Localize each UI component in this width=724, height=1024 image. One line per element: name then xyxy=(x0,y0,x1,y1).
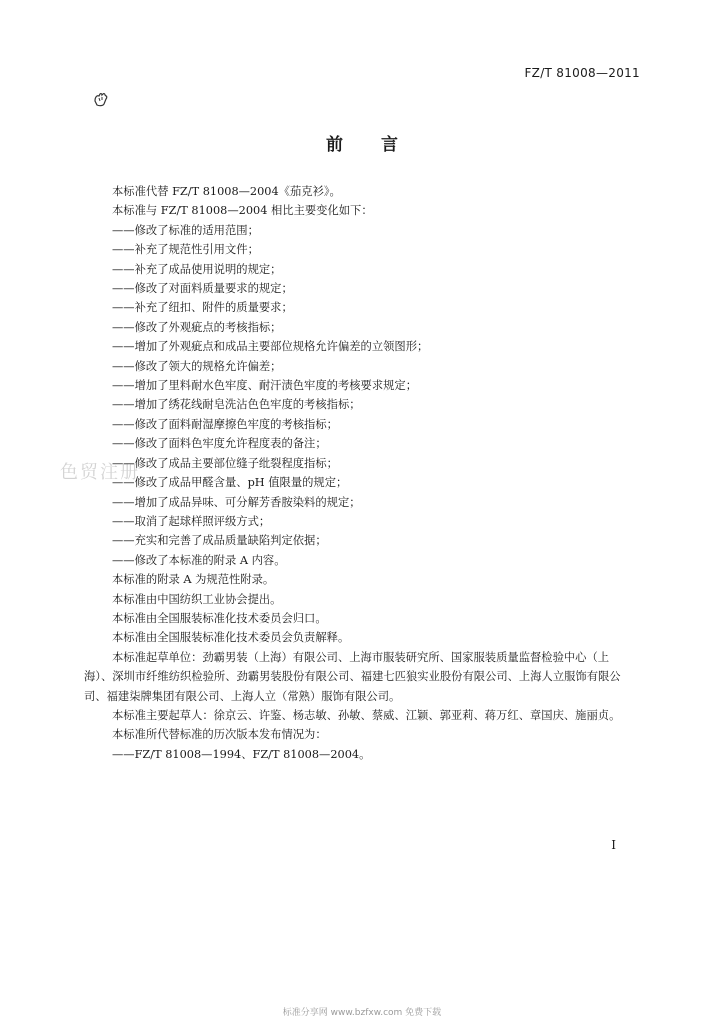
watermark: 色贸注册 xyxy=(60,462,140,483)
list-item: ——修改了面料色牢度允许程度表的备注； xyxy=(112,437,327,451)
list-item: ——修改了本标准的附录 A 内容。 xyxy=(112,553,286,567)
list-item: ——充实和完善了成品质量缺陷判定依据； xyxy=(112,534,327,548)
list-item: ——修改了领大的规格允许偏差； xyxy=(112,359,282,373)
list-item: ——补充了成品使用说明的规定； xyxy=(112,262,282,276)
paragraph: 本标准由全国服装标准化技术委员会归口。 xyxy=(112,611,327,625)
paragraph: 本标准由中国纺织工业协会提出。 xyxy=(112,592,282,606)
list-item: ——增加了里料耐水色牢度、耐汗渍色牢度的考核要求规定； xyxy=(112,379,418,393)
paragraph: 本标准所代替标准的历次版本发布情况为： xyxy=(112,728,327,742)
list-item: ——取消了起球样照评级方式； xyxy=(112,514,271,528)
paragraph: 本标准的附录 A 为规范性附录。 xyxy=(112,573,275,587)
list-item: ——FZ/T 81008—1994、FZ/T 81008—2004。 xyxy=(112,747,371,761)
list-item: ——补充了规范性引用文件； xyxy=(112,243,259,257)
hand-mark-icon xyxy=(92,92,110,108)
list-item: ——修改了外观疵点的考核指标； xyxy=(112,320,282,334)
list-item: ——补充了纽扣、附件的质量要求； xyxy=(112,301,293,315)
list-item: ——修改了对面料质量要求的规定； xyxy=(112,282,293,296)
paragraph: 本标准与 FZ/T 81008—2004 相比主要变化如下： xyxy=(112,204,373,218)
footer-source: 标准分享网 www.bzfxw.com 免费下载 xyxy=(282,1008,442,1018)
list-item: ——修改了成品主要部位缝子纰裂程度指标； xyxy=(112,456,338,470)
standard-code: FZ/T 81008—2011 xyxy=(524,66,640,80)
list-item: ——增加了成品异味、可分解芳香胺染料的规定； xyxy=(112,495,361,509)
list-item: ——修改了成品甲醛含量、pH 值限量的规定； xyxy=(112,476,348,490)
list-item: ——修改了面料耐湿摩擦色牢度的考核指标； xyxy=(112,417,338,431)
drafting-units-paragraph: 本标准起草单位：劲霸男装（上海）有限公司、上海市服装研究所、国家服装质量监督检验中心（上海）、深圳市纤维纺织检验所、劲霸男装股份有限公司、福建七匹狼实业股份有限公司、上海人立服饰有限公司、福建柒牌集团有限公司、上海人立（常熟）服饰有限公司。 xyxy=(84,650,621,703)
list-item: ——增加了绣花线耐皂洗沾色色牢度的考核指标； xyxy=(112,398,361,412)
paragraph: 本标准代替 FZ/T 81008—2004《茄克衫》。 xyxy=(112,185,341,198)
list-item: ——增加了外观疵点和成品主要部位规格允许偏差的立领图形； xyxy=(112,340,429,354)
page-number: I xyxy=(611,838,616,852)
paragraph: 本标准主要起草人：徐京云、许鉴、杨志敏、孙敏、蔡威、江颖、郭亚莉、蒋万红、章国庆、施丽贞。 xyxy=(112,708,621,722)
list-item: ——修改了标准的适用范围； xyxy=(112,223,259,237)
paragraph: 本标准由全国服装标准化技术委员会负责解释。 xyxy=(112,631,350,645)
page-title: 前言 xyxy=(326,135,436,155)
